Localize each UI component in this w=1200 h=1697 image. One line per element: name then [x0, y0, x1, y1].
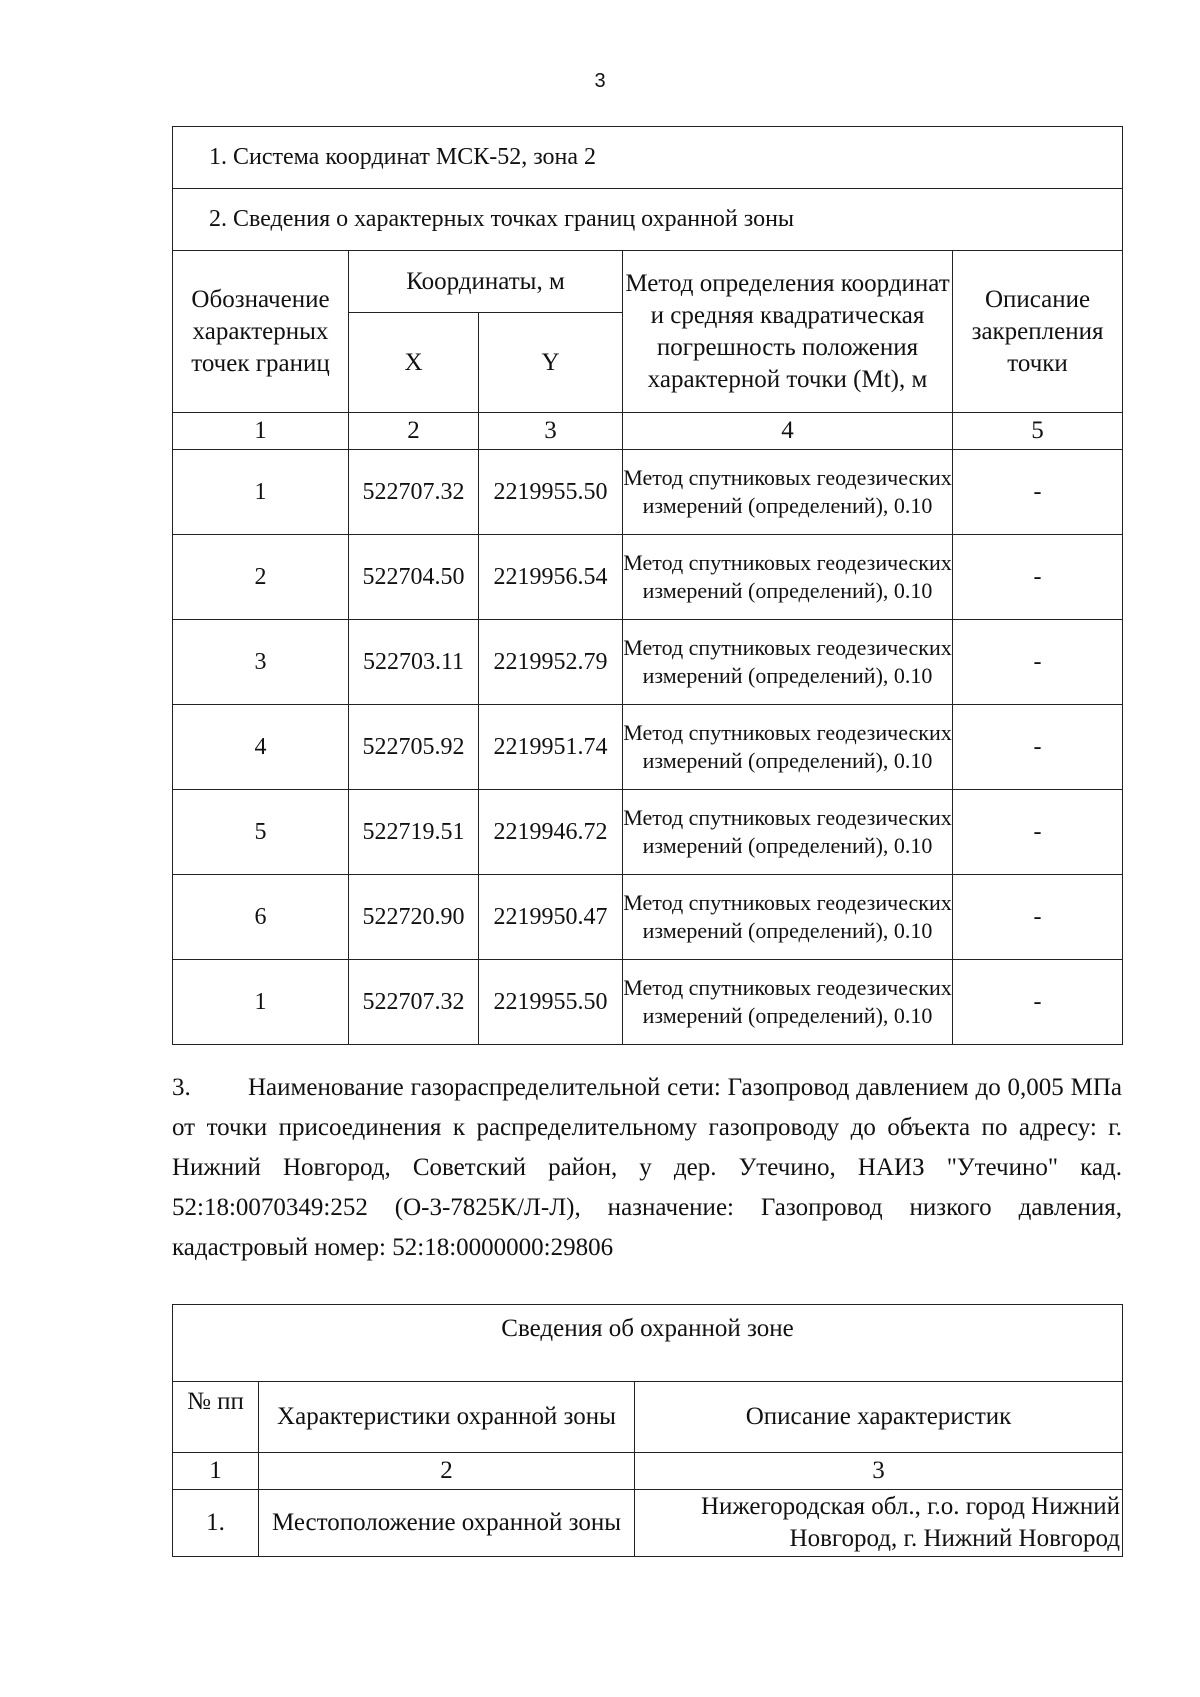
coord-y: 2219952.79 [479, 620, 623, 705]
table-row [173, 960, 1123, 1045]
header-zone-description: Описание характеристик [635, 1382, 1123, 1453]
header-description: Описание закрепления точки [953, 251, 1123, 413]
col-number: 1 [173, 1453, 259, 1490]
col-number: 4 [623, 413, 953, 450]
page-number: 3 [594, 70, 606, 92]
header-coordinates: Координаты, м [349, 251, 623, 313]
coord-x: 522719.51 [349, 790, 479, 875]
header-y: Y [479, 313, 623, 413]
table-row [173, 450, 1123, 535]
coord-x: 522704.50 [349, 535, 479, 620]
table-row [173, 705, 1123, 790]
point-description: - [953, 450, 1123, 535]
paragraph-number: 3. [172, 1074, 191, 1101]
coord-x: 522720.90 [349, 875, 479, 960]
coord-x: 522707.32 [349, 960, 479, 1045]
point-id: 6 [173, 875, 349, 960]
header-characteristic: Характеристики охранной зоны [259, 1382, 635, 1453]
table-row [173, 790, 1123, 875]
point-id: 2 [173, 535, 349, 620]
header-designation: Обозначение характерных точек границ [173, 251, 349, 413]
method: Метод спутниковых геодезических измерений (определений), 0.10 [623, 875, 953, 960]
coord-x: 522705.92 [349, 705, 479, 790]
col-number: 3 [635, 1453, 1123, 1490]
point-description: - [953, 960, 1123, 1045]
characteristic-description: Нижегородская обл., г.о. город Нижний Новгород, г. Нижний Новгород [635, 1490, 1123, 1557]
section-title: 2. Сведения о характерных точках границ охранной зоны [173, 189, 1123, 251]
table-row [173, 620, 1123, 705]
protection-zone-table [172, 1304, 1123, 1557]
point-description: - [953, 790, 1123, 875]
col-number: 2 [259, 1453, 635, 1490]
method: Метод спутниковых геодезических измерений (определений), 0.10 [623, 960, 953, 1045]
point-description: - [953, 620, 1123, 705]
point-id: 5 [173, 790, 349, 875]
header-num: № пп [173, 1382, 259, 1453]
method: Метод спутниковых геодезических измерений (определений), 0.10 [623, 620, 953, 705]
point-description: - [953, 875, 1123, 960]
table-row [173, 535, 1123, 620]
header-method: Метод определения координат и средняя квадратическая погрешность положения характерной точки (Mt), м [623, 251, 953, 413]
point-id: 1 [173, 450, 349, 535]
method: Метод спутниковых геодезических измерений (определений), 0.10 [623, 535, 953, 620]
zone-table-title: Сведения об охранной зоне [173, 1305, 1123, 1382]
point-id: 1 [173, 960, 349, 1045]
network-description [172, 1068, 1122, 1268]
coord-y: 2219950.47 [479, 875, 623, 960]
table-row [173, 875, 1123, 960]
row-num: 1. [173, 1490, 259, 1557]
col-number: 5 [953, 413, 1123, 450]
col-number: 3 [479, 413, 623, 450]
coord-y: 2219951.74 [479, 705, 623, 790]
point-id: 4 [173, 705, 349, 790]
col-number: 2 [349, 413, 479, 450]
point-description: - [953, 535, 1123, 620]
characteristic: Местоположение охранной зоны [259, 1490, 635, 1557]
coord-x: 522707.32 [349, 450, 479, 535]
coord-y: 2219955.50 [479, 960, 623, 1045]
header-x: X [349, 313, 479, 413]
point-id: 3 [173, 620, 349, 705]
coordinate-system: 1. Система координат МСК-52, зона 2 [173, 127, 1123, 189]
method: Метод спутниковых геодезических измерений (определений), 0.10 [623, 705, 953, 790]
point-description: - [953, 705, 1123, 790]
coord-y: 2219946.72 [479, 790, 623, 875]
coord-y: 2219955.50 [479, 450, 623, 535]
table-row [173, 1490, 1123, 1557]
method: Метод спутниковых геодезических измерений (определений), 0.10 [623, 450, 953, 535]
col-number: 1 [173, 413, 349, 450]
paragraph-text: Наименование газораспределительной сети: Газопровод давлением до 0,005 МПа от точки присоединения к распределительному газопроводу до объекта по адресу: г. Нижний Новгород, Советский район, у дер. Утечино, НАИЗ "Утечино" кад. 52:18:0070349:252 (О-3-7825К/Л-Л), назначение: Газопровод низкого давления, кадастровый номер: 52:18:0000000:29806 [172, 1074, 1122, 1261]
method: Метод спутниковых геодезических измерений (определений), 0.10 [623, 790, 953, 875]
boundary-points-table [172, 126, 1123, 1045]
coord-y: 2219956.54 [479, 535, 623, 620]
coord-x: 522703.11 [349, 620, 479, 705]
